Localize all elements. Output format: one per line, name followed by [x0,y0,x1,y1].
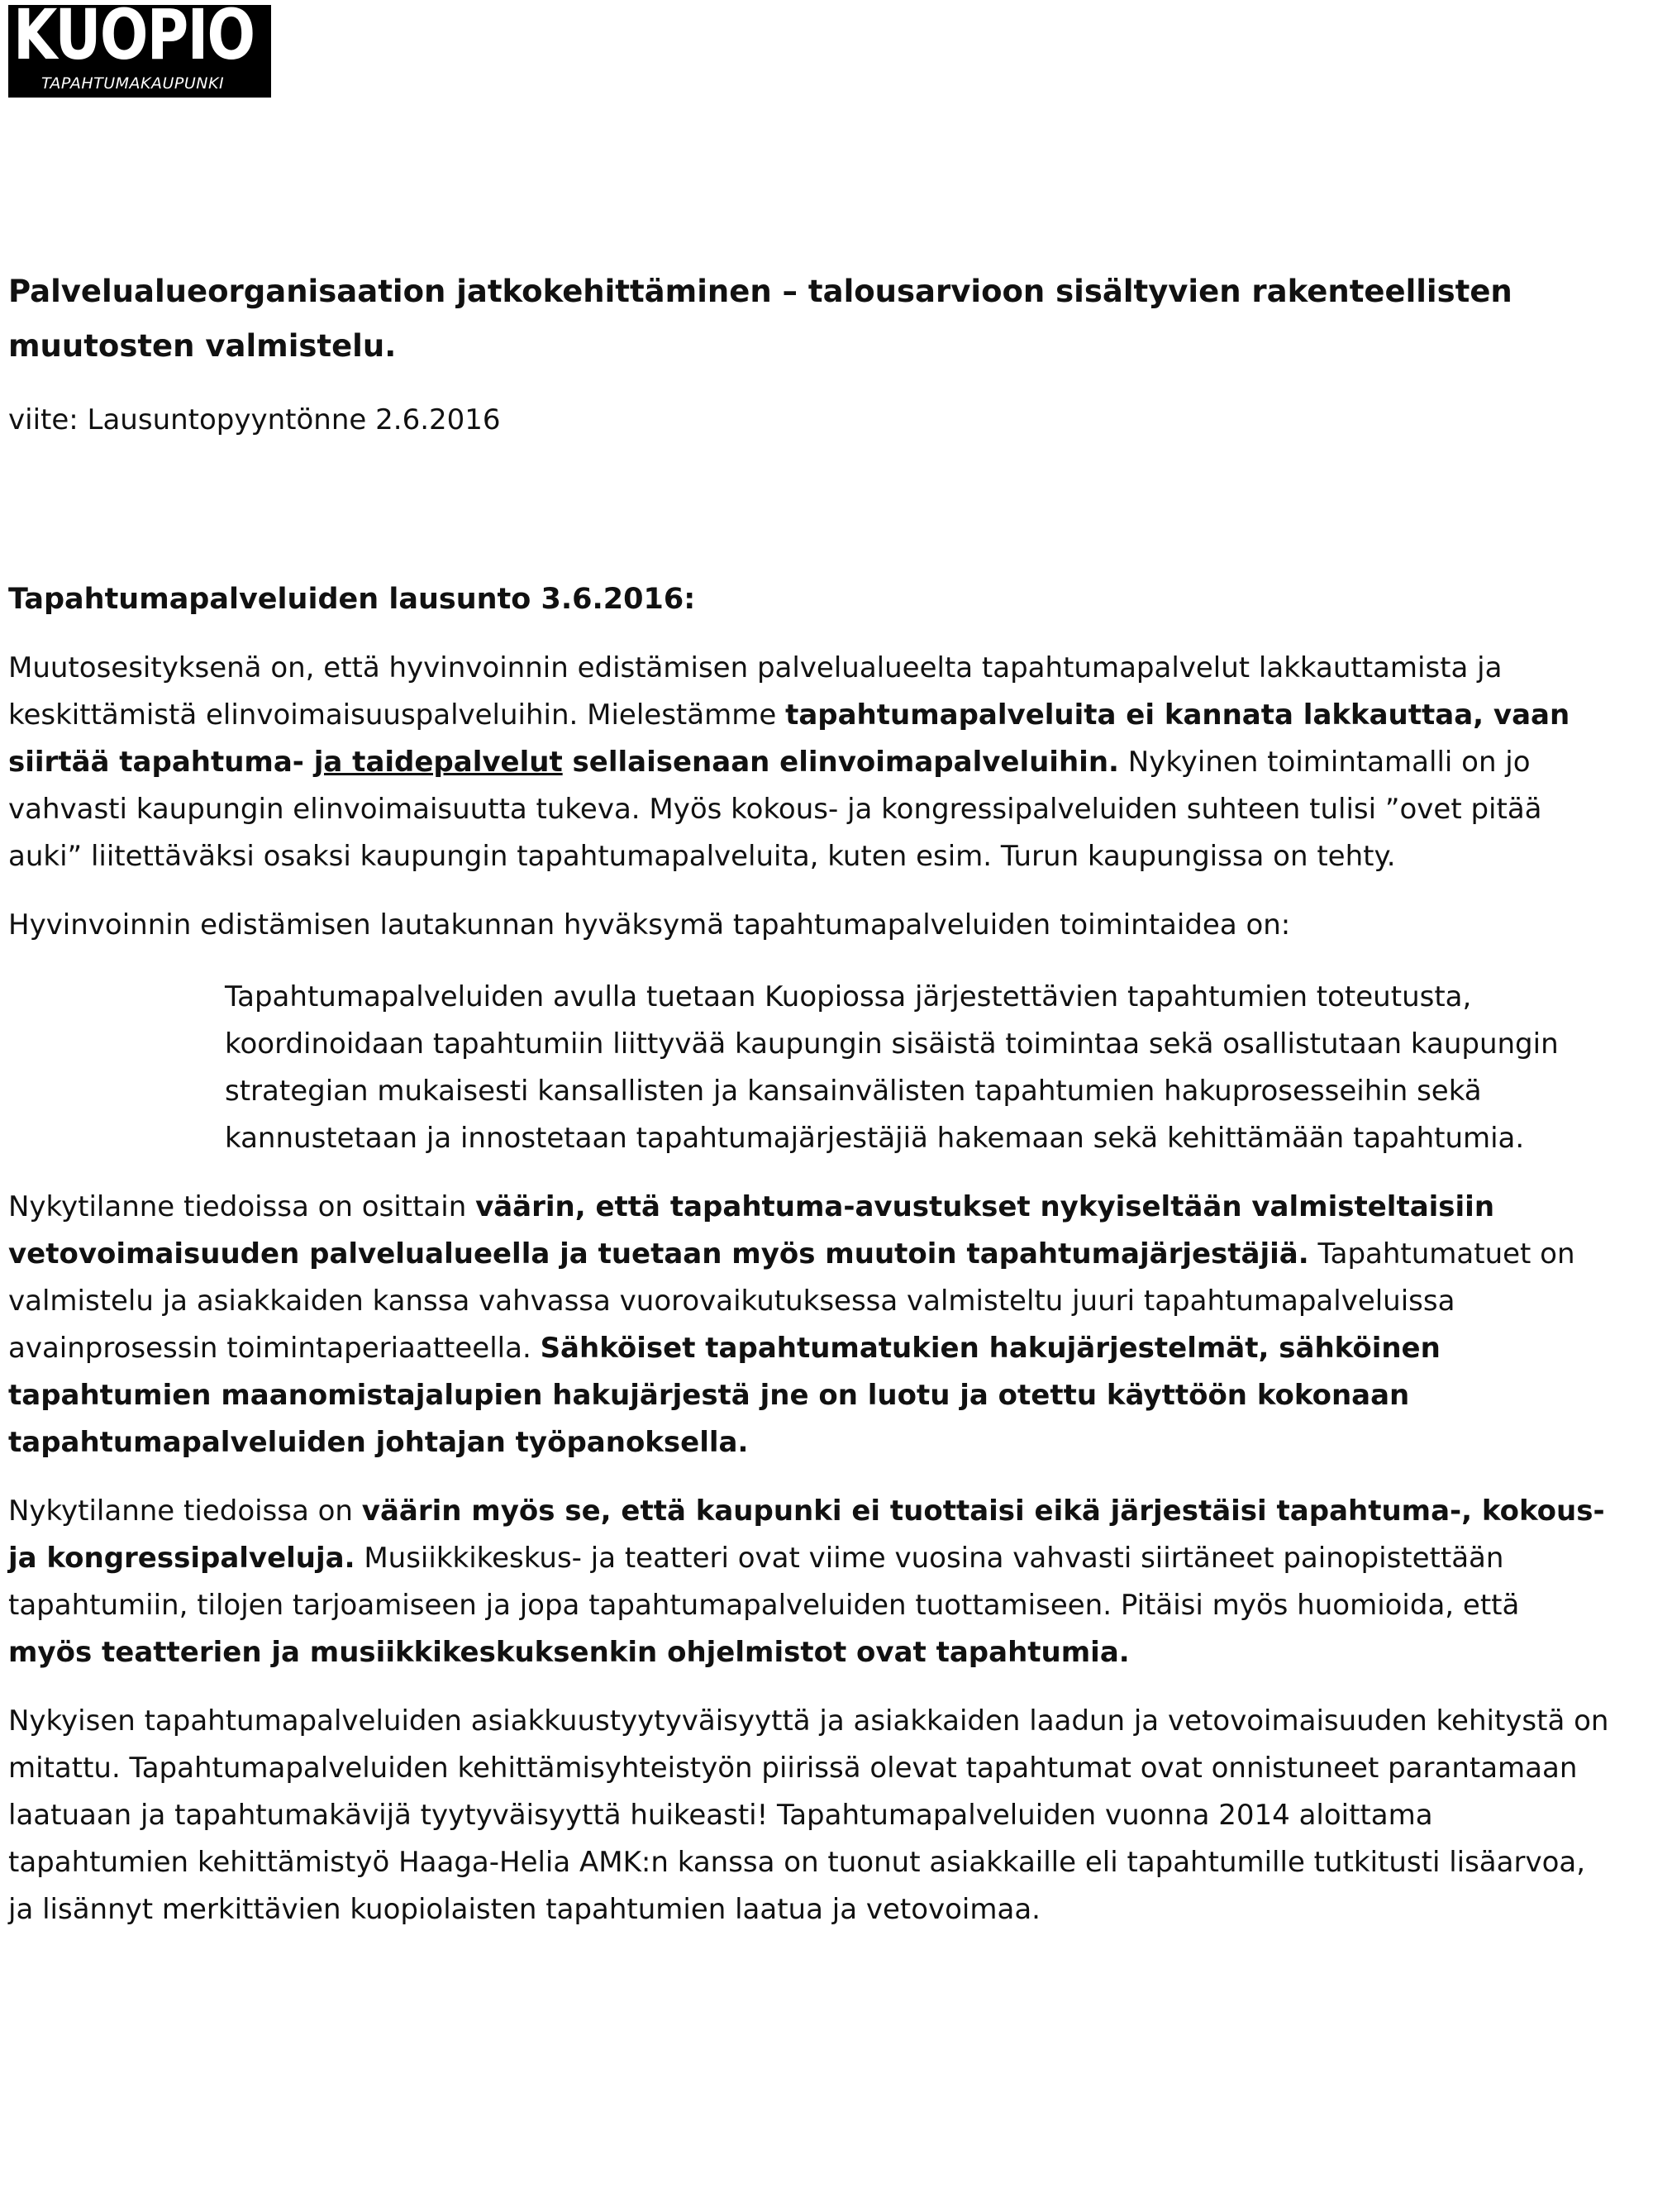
paragraph-1 [8,645,1612,880]
p1-underlined-c: ja taidepalvelut [313,746,563,779]
document-body [8,265,1612,1933]
document-title: Palvelualueorganisaation jatkokehittäminen – talousarvioon sisältyvien rakenteellisten muutosten valmistelu. [8,274,1512,364]
p1-text-a: Muutosesityksenä on, että hyvinvoinnin edistämisen palvelualueelta tapahtumapalvelut lakkauttamista ja keskittämistä elinvoimaisuuspalveluihin. Mielestämme [8,651,1503,732]
p1-bold-d: sellaisenaan elinvoimapalveluihin. [562,746,1119,779]
p3-bold-b: väärin, että tapahtuma-avustukset nykyiseltään valmisteltaisiin vetovoimaisuuden palvelualueella ja tuetaan myös muutoin tapahtumajärjestäjiä. [8,1190,1495,1270]
p1-bold-b: tapahtumapalveluita ei kannata lakkauttaa, vaan siirtää tapahtuma- [8,698,1570,779]
p4-bold-d: myös teatterien ja musiikkikeskuksenkin ohjelmistot ovat tapahtumia. [8,1636,1130,1669]
paragraph-3 [8,1184,1612,1466]
p3-bold-d: Sähköiset tapahtumatukien hakujärjestelmät, sähköinen tapahtumien maanomistajalupien hakujärjestä jne on luotu ja otettu käyttöön kokonaan tapahtumapalveluiden johtajan työpanoksella. [8,1332,1441,1459]
logo-wordmark: KUOPIO [13,0,255,75]
statement-heading: Tapahtumapalveluiden lausunto 3.6.2016: [8,583,696,616]
p4-text-a: Nykytilanne tiedoissa on [8,1495,362,1528]
paragraph-2: Hyvinvoinnin edistämisen lautakunnan hyväksymä tapahtumapalveluiden toimintaidea on: [8,908,1291,942]
p3-text-a: Nykytilanne tiedoissa on osittain [8,1190,476,1223]
logo-tagline: TAPAHTUMAKAUPUNKI [41,74,225,93]
paragraph-5: Nykyisen tapahtumapalveluiden asiakkuustyytyväisyyttä ja asiakkaiden laadun ja vetovoimaisuuden kehitystä on mitattu. Tapahtumapalveluiden kehittämisyhteistyön piirissä olevat tapahtumat ovat onnistuneet parantamaan laatuaan ja tapahtumakävijä tyytyväisyyttä huikeasti! Tapahtumapalveluiden vuonna 2014 aloittama tapahtumien kehittämistyö Haaga-Helia AMK:n kanssa on tuonut asiakkaille eli tapahtumille tutkitusti lisäarvoa, ja lisännyt merkittävien kuopiolaisten tapahtumien laatua ja vetovoimaa. [8,1704,1609,1926]
p1-text-e: Nykyinen toimintamalli on jo vahvasti kaupungin elinvoimaisuutta tukeva. Myös kokous- ja kongressipalveluiden suhteen tulisi ”ovet pitää auki” liitettäväksi osaksi kaupungin tapahtumapalveluita, kuten esim. Turun kaupungissa on tehty. [8,746,1542,873]
p3-text-c: Tapahtumatuet on valmistelu ja asiakkaiden kanssa vahvassa vuorovaikutuksessa valmisteltu juuri tapahtumapalveluissa avainprosessin toimintaperiaatteella. [8,1237,1575,1365]
p4-text-c: Musiikkikeskus- ja teatteri ovat viime vuosina vahvasti siirtäneet painopistettään tapahtumiin, tilojen tarjoamiseen ja jopa tapahtumapalveluiden tuottamiseen. Pitäisi myös huomioida, että [8,1542,1520,1622]
mission-quote: Tapahtumapalveluiden avulla tuetaan Kuopiossa järjestettävien tapahtumien toteutusta, koordinoidaan tapahtumiin liittyvää kaupungin sisäistä toimintaa sekä osallistutaan kaupungin strategian mukaisesti kansallisten ja kansainvälisten tapahtumien hakuprosesseihin sekä kannustetaan ja innostetaan tapahtumajärjestäjiä hakemaan sekä kehittämään tapahtumia. [225,980,1559,1155]
p4-bold-b: väärin myös se, että kaupunki ei tuottaisi eikä järjestäisi tapahtuma-, kokous- ja kongressipalveluja. [8,1495,1605,1575]
paragraph-4 [8,1488,1612,1676]
kuopio-logo [8,0,271,98]
reference-line: viite: Lausuntopyyntönne 2.6.2016 [8,403,501,436]
